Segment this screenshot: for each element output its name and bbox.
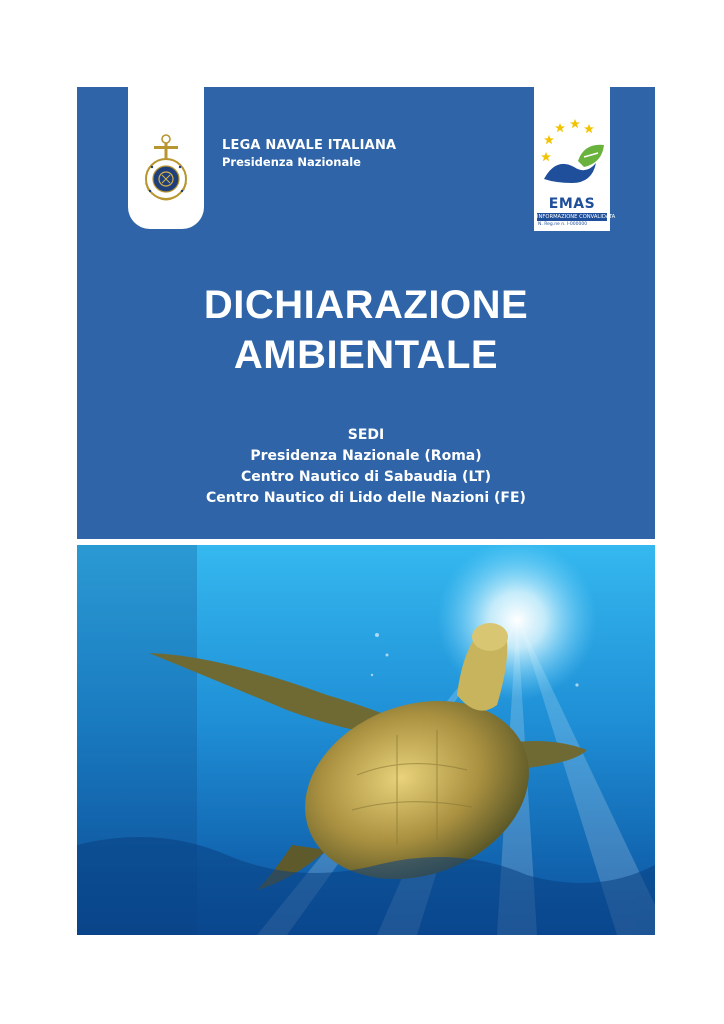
emas-strip-text: INFORMAZIONE CONVALIDATA [537, 214, 616, 220]
emas-logo-text: EMAS [548, 196, 596, 212]
cover-photo [77, 545, 655, 935]
document-title [77, 280, 655, 380]
anchor-emblem-icon [128, 87, 204, 229]
sedi-block [77, 425, 655, 509]
organization-subtitle: Presidenza Nazionale [222, 155, 361, 169]
organization-block [222, 137, 396, 170]
emas-registration: N. Reg.ne n. I-000000 [538, 222, 588, 227]
sea-turtle-image [77, 545, 655, 935]
organization-name: LEGA NAVALE ITALIANA [222, 138, 397, 153]
logo-tab [128, 87, 204, 229]
emas-badge [534, 87, 616, 231]
title-line-1: DICHIARAZIONE [203, 283, 529, 327]
title-line-2: AMBIENTALE [233, 333, 499, 377]
sedi-heading: SEDI [347, 427, 385, 443]
sedi-item-lido-nazioni: Centro Nautico di Lido delle Nazioni (FE) [206, 490, 526, 506]
emas-logo-icon [534, 87, 610, 197]
sedi-item-roma: Presidenza Nazionale (Roma) [250, 448, 482, 464]
sedi-item-sabaudia: Centro Nautico di Sabaudia (LT) [241, 469, 491, 485]
